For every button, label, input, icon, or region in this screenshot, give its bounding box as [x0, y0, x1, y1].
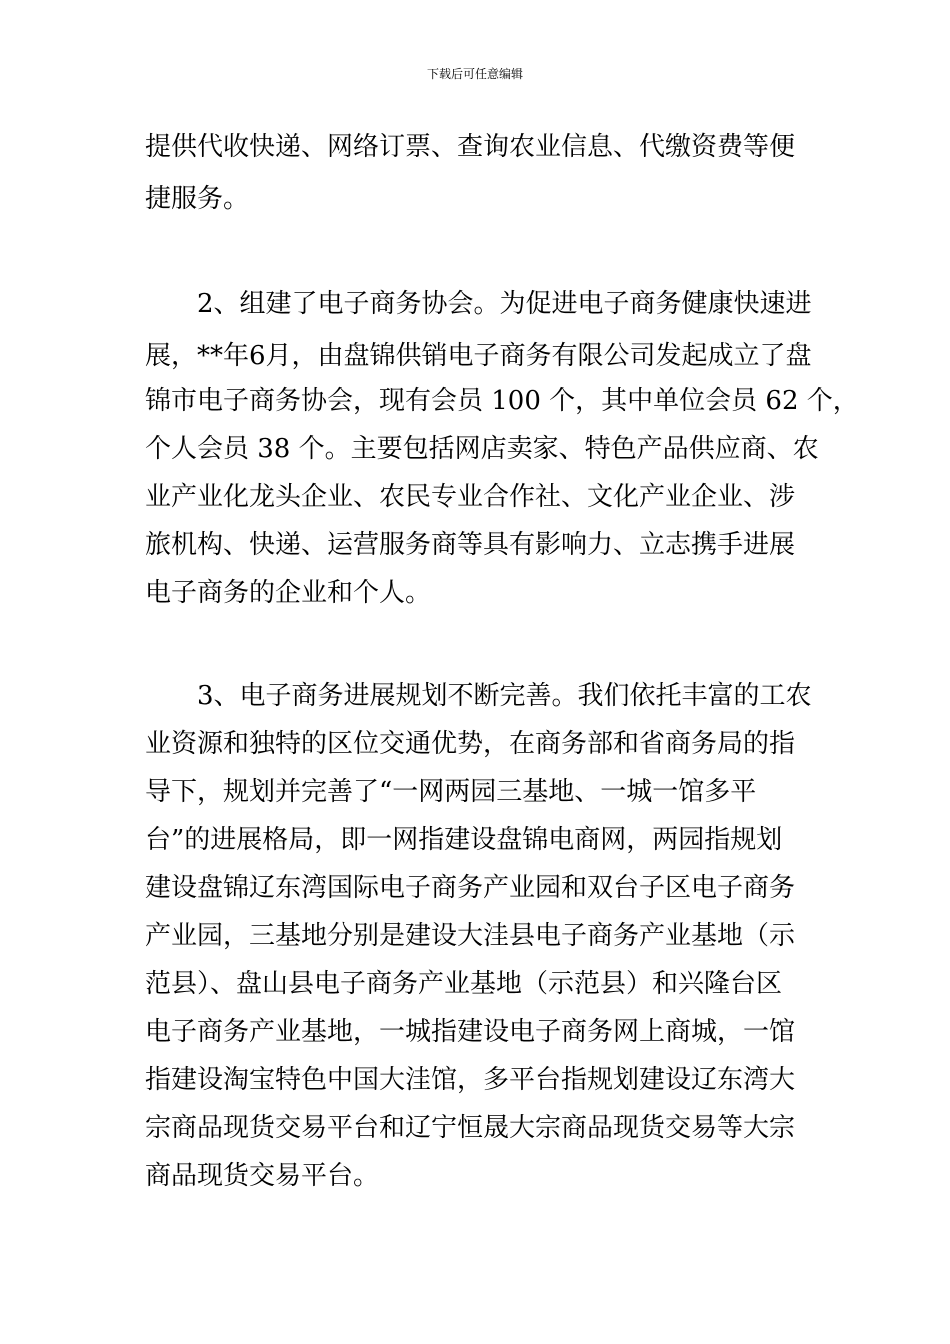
text-line: 范县）、盘山县电子商务产业基地（示范县）和兴隆台区: [145, 969, 783, 999]
text-line: 展，**年6月，由盘锦供销电子商务有限公司发起成立了盘: [145, 341, 812, 371]
text-line: 指建设淘宝特色中国大洼馆，多平台指规划建设辽东湾大: [145, 1065, 796, 1095]
text-line: 导下，规划并完善了“一网两园三基地、一城一馆多平: [145, 777, 757, 807]
text-line: 电子商务的企业和个人。: [145, 578, 432, 608]
text-line: 建设盘锦辽东湾国际电子商务产业园和双台子区电子商务: [145, 873, 796, 903]
text-line: 锦市电子商务协会，现有会员 100 个，其中单位会员 62 个，: [145, 386, 859, 416]
text-line: 产业园，三基地分别是建设大洼县电子商务产业基地（示: [145, 921, 796, 951]
text-line: 电子商务产业基地，一城指建设电子商务网上商城，一馆: [145, 1017, 796, 1047]
text-line: 个人会员 38 个。主要包括网店卖家、特色产品供应商、农: [145, 434, 819, 464]
header-note: 下载后可任意编辑: [426, 67, 523, 81]
text-line: 2、组建了电子商务协会。为促进电子商务健康快速进: [145, 289, 812, 319]
text-line: 捷服务。: [145, 184, 250, 214]
text-line: 商品现货交易平台。: [145, 1161, 380, 1191]
text-line: 宗商品现货交易平台和辽宁恒晟大宗商品现货交易等大宗: [145, 1113, 796, 1143]
text-line: 旅机构、快递、运营服务商等具有影响力、立志携手进展: [145, 530, 796, 560]
text-line: 业资源和独特的区位交通优势，在商务部和省商务局的指: [145, 729, 796, 759]
text-line: 提供代收快递、网络订票、查询农业信息、代缴资费等便: [145, 132, 796, 162]
text-line: 台”的进展格局，即一网指建设盘锦电商网，两园指规划: [145, 825, 783, 855]
text-line: 3、电子商务进展规划不断完善。我们依托丰富的工农: [145, 681, 812, 711]
text-line: 业产业化龙头企业、农民专业合作社、文化产业企业、涉: [145, 482, 796, 512]
